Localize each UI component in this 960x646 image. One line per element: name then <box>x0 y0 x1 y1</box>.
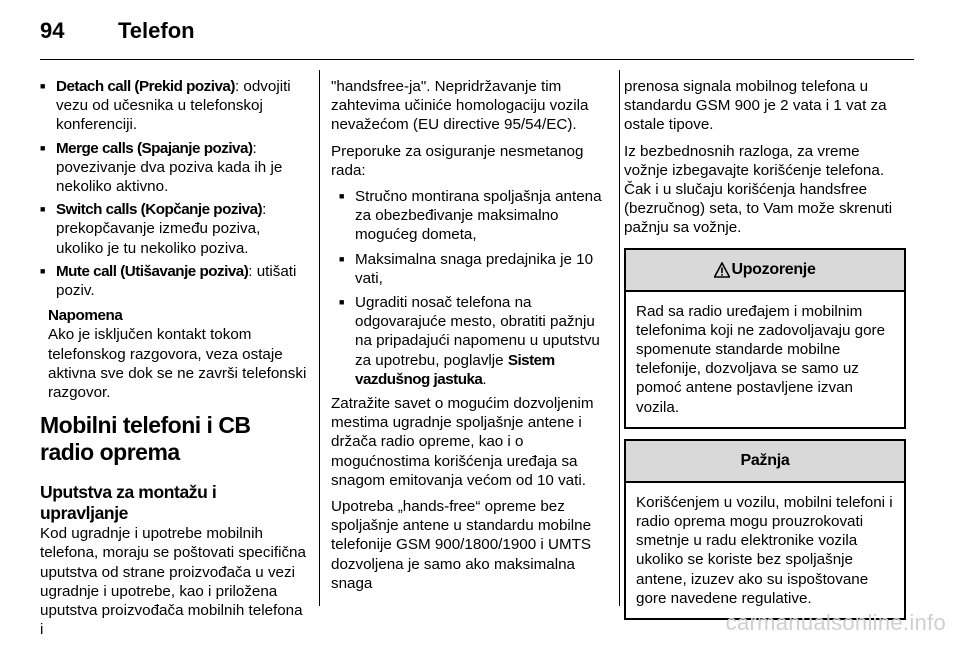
bullet-text: : povezivanje dva poziva kada ih je nekoliko aktivno. <box>56 139 283 196</box>
paragraph: Zatražite savet o mogućim dozvoljenim mestima ugradnje spoljašnje antene i držača radio opreme, kao i o mogućnostima korišćenja uređaja sa snagom emitovanja većom od 10 vati. <box>331 395 594 489</box>
note-title: Napomena <box>48 307 123 325</box>
bullet-text: Ugraditi nosač telefona na odgovarajuće mesto, obratiti pažnju na pripadajući napomenu u uputstvu za upotrebu, poglavlje <box>355 294 600 369</box>
bullet-term: Merge calls (Spajanje poziva) <box>56 139 253 157</box>
bullet-detach-call <box>40 77 308 135</box>
warning-title: Upozorenje <box>731 261 816 279</box>
column-2 <box>331 77 605 600</box>
note <box>48 306 308 402</box>
bullet-mount <box>339 293 605 389</box>
paragraph: Preporuke za osiguranje nesmetanog rada: <box>331 142 584 179</box>
note-text: Ako je isključen kontakt tokom telefonskog razgovora, veza ostaje aktivna sve dok se ne završi telefonski razgovor. <box>48 326 307 402</box>
watermark: carmanualsonline.info <box>725 610 946 635</box>
page-number: 94 <box>40 18 65 43</box>
bullet-text: : odvojiti vezu od učesnika u telefonskoj konferenciji. <box>56 78 291 134</box>
header-rule <box>40 59 914 60</box>
warning-header <box>626 250 904 292</box>
caution-title: Pažnja <box>740 452 790 470</box>
bullet-text-end: . <box>482 370 487 388</box>
bullet-text: : utišati poziv. <box>56 262 297 300</box>
page-header <box>0 0 960 62</box>
paragraph: Kod ugradnje i upotrebe mobilnih telefona, moraju se poštovati specifična uputstva od strane proizvođača u vezi ugradnje i upotrebe, kao i priložena uputstva proizvođača mobilnih telefona i <box>40 525 306 639</box>
caution-text: Korišćenjem u vozilu, mobilni telefoni i radio oprema mogu prouzrokovati smetnje u radu elektronike vozila ukoliko se koriste bez spoljašnje antene, izuzev ako su ispoštovane gore navedene regulative. <box>636 493 893 607</box>
section-heading: Mobilni telefoni i CB radio oprema <box>40 412 251 466</box>
bullet-term: Switch calls (Kopčanje poziva) <box>56 201 263 219</box>
chapter-title: Telefon <box>118 18 195 43</box>
airbag-chapter-link[interactable]: Sistem vazdušnog jastuka <box>355 351 555 388</box>
warning-triangle-icon <box>714 262 730 278</box>
caution-box <box>624 439 906 620</box>
bullet-power: ■ Maksimalna snaga predajnika je 10 vati, <box>339 250 605 288</box>
warning-box <box>624 248 906 429</box>
bullet-antenna: ■ Stručno montirana spoljašnja antena za obezbeđivanje maksimalno mogućeg dometa, <box>339 187 605 245</box>
bullet-switch-calls <box>40 200 308 258</box>
caution-header <box>626 441 904 483</box>
column-divider-2 <box>619 70 620 606</box>
column-divider-1 <box>319 70 320 606</box>
paragraph: "handsfree-ja". Nepridržavanje tim zahtevima učiniće homologaciju vozila nevažećom (EU directive 95/54/EC). <box>331 78 589 134</box>
bullet-term: Detach call (Prekid poziva) <box>56 78 235 95</box>
bullet-term: Mute call (Utišavanje poziva) <box>56 262 249 280</box>
bullet-mute-call <box>40 262 308 300</box>
subsection-heading: Uputstva za montažu i upravljanje <box>40 482 217 524</box>
paragraph: prenosa signala mobilnog telefona u standardu GSM 900 je 2 vata i 1 vat za ostale tipove. <box>624 78 887 134</box>
column-3 <box>624 77 906 630</box>
bullet-text: : prekopčavanje između poziva, ukoliko je tu nekoliko poziva. <box>56 201 267 257</box>
paragraph: Iz bezbednosnih razloga, za vreme vožnje izbegavajte korišćenje telefona. Čak i u slučaju korišćenja handsfree (bezručnog) seta, to Vam može skrenuti pažnju sa vožnje. <box>624 142 893 237</box>
bullet-merge-calls <box>40 139 308 197</box>
paragraph: Upotreba „hands-free“ opreme bez spoljašnje antene u standardu mobilne telefonije GSM 900/1800/1900 i UMTS dozvoljena je samo ako maksimalna snaga <box>331 498 592 592</box>
column-1 <box>40 77 308 646</box>
warning-text: Rad sa radio uređajem i mobilnim telefonima koji ne zadovoljavaju gore spomenute standarde mobilne telefonije, dozvoljava se samo uz pomoć antene postavljene izvan vozila. <box>636 302 886 416</box>
